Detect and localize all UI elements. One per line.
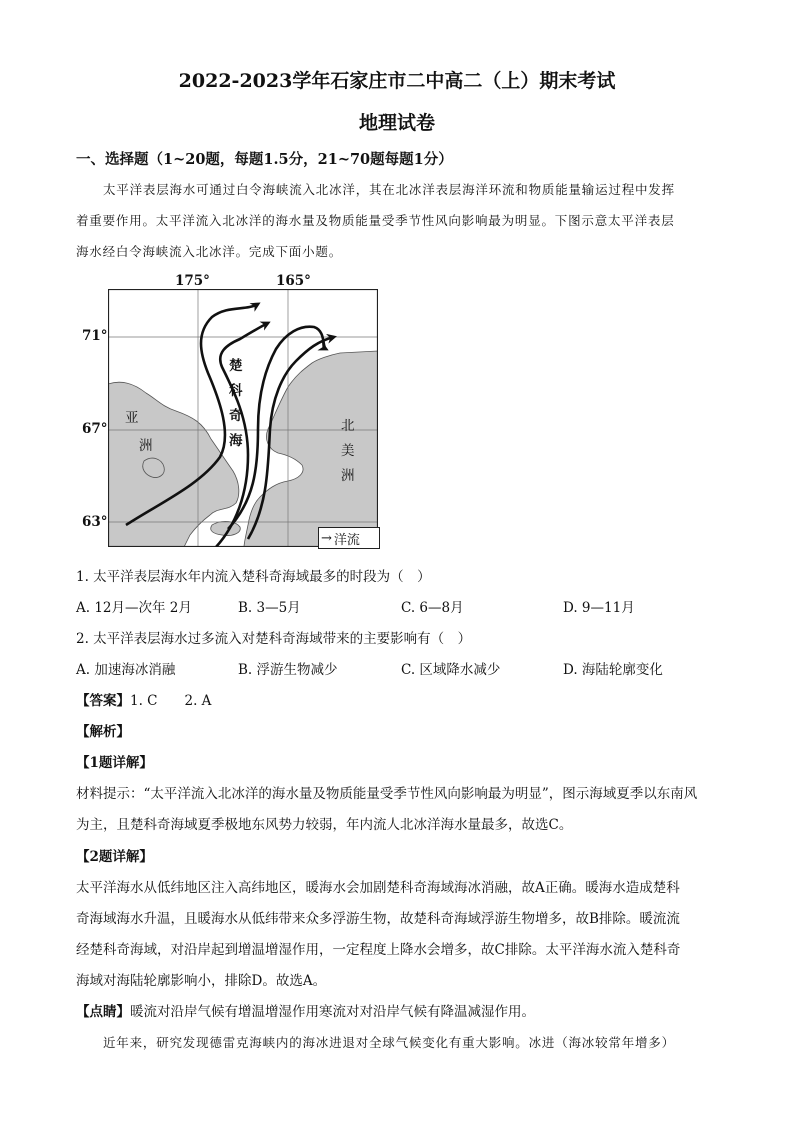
map-svg [108, 289, 378, 547]
chukchi-sea-label: 科 [229, 383, 243, 399]
question-stem: 2. 太平洋表层海水过多流入对楚科奇海域带来的主要影响有（ ） [76, 631, 472, 647]
detail2-label: 【2题详解】 [76, 849, 153, 865]
chukchi-sea-label: 楚 [229, 358, 243, 374]
detail2-line: 太平洋海水从低纬地区注入高纬地区，暖海水会加剧楚科奇海域海冰消融，故A正确。暖海水造成楚科 [76, 880, 680, 896]
lat-label: 67° [82, 421, 108, 437]
answer-line [76, 689, 211, 709]
tip-label: 【点睛】 [76, 1004, 130, 1020]
legend-label: 洋流 [333, 532, 360, 548]
question-stem: 1. 太平洋表层海水年内流入楚科奇海域最多的时段为（ ） [76, 569, 431, 585]
detail2-line: 海域对海陆轮廓影响小，排除D。故选A。 [76, 973, 327, 989]
question-option: B. 3—5月 [238, 600, 301, 616]
detail2-line: 奇海域海水升温，且暖海水从低纬带来众多浮游生物，故楚科奇海域浮游生物增多，故B排除。暖流流 [76, 911, 680, 927]
lon-label: 175° [175, 273, 210, 289]
detail1-line: 为主，且楚科奇海域夏季极地东风势力较弱，年内流人北冰洋海水量最多，故选C。 [76, 817, 573, 833]
lon-label: 165° [276, 273, 311, 289]
page-subtitle: 地理试卷 [358, 112, 435, 134]
asia-label: 亚 [125, 410, 139, 426]
question-option: B. 浮游生物减少 [238, 662, 338, 678]
material-line: 着重要作用。太平洋流入北冰洋的海水量及物质能量受季节性风向影响最为明显。下图示意太平洋表层 [76, 213, 675, 228]
answer-text: 1. C 2. A [130, 693, 212, 709]
tip-text: 暖流对沿岸气候有增温增湿作用寒流对对沿岸气候有降温减湿作用。 [130, 1004, 535, 1020]
page-title: 2022-2023学年石家庄市二中高二（上）期末考试 [178, 70, 616, 92]
map-legend [318, 527, 380, 549]
material-line: 海水经白令海峡流入北冰洋。完成下面小题。 [76, 244, 343, 259]
question-option: D. 9—11月 [563, 600, 635, 616]
north-america-label: 洲 [341, 468, 355, 484]
tip-line [76, 1000, 535, 1020]
lat-label: 71° [82, 328, 108, 344]
bering-strait-map [108, 289, 378, 547]
next-material-line: 近年来，研究发现德雷克海峡内的海冰进退对全球气候变化有重大影响。冰进（海冰较常年增多） [103, 1035, 675, 1050]
material-line: 太平洋表层海水可通过白令海峡流入北冰洋，其在北冰洋表层海洋环流和物质能量输运过程中发挥 [103, 182, 675, 197]
chukchi-sea-label: 海 [229, 433, 243, 449]
chukchi-sea-label: 奇 [229, 408, 243, 424]
analysis-label: 【解析】 [76, 724, 130, 740]
legend-arrow-icon: → [321, 530, 332, 546]
detail1-line: 材料提示：“太平洋流入北冰洋的海水量及物质能量受季节性风向影响最为明显”，图示海域夏季以东南风 [76, 786, 698, 802]
question-option: A. 12月—次年 2月 [76, 600, 192, 616]
lat-label: 63° [82, 514, 108, 530]
question-option: C. 6—8月 [401, 600, 464, 616]
north-america-label: 北 [341, 418, 355, 434]
section-heading: 一、选择题（1~20题，每题1.5分，21~70题每题1分） [76, 151, 453, 168]
question-option: D. 海陆轮廓变化 [563, 662, 663, 678]
north-america-label: 美 [341, 443, 355, 459]
question-option: A. 加速海冰消融 [76, 662, 176, 678]
asia-label: 洲 [139, 438, 153, 454]
answer-label: 【答案】 [76, 693, 130, 709]
question-option: C. 区域降水减少 [401, 662, 501, 678]
detail2-line: 经楚科奇海域，对沿岸起到增温增湿作用，一定程度上降水会增多，故C排除。太平洋海水流入楚科奇 [76, 942, 681, 958]
detail1-label: 【1题详解】 [76, 755, 153, 771]
